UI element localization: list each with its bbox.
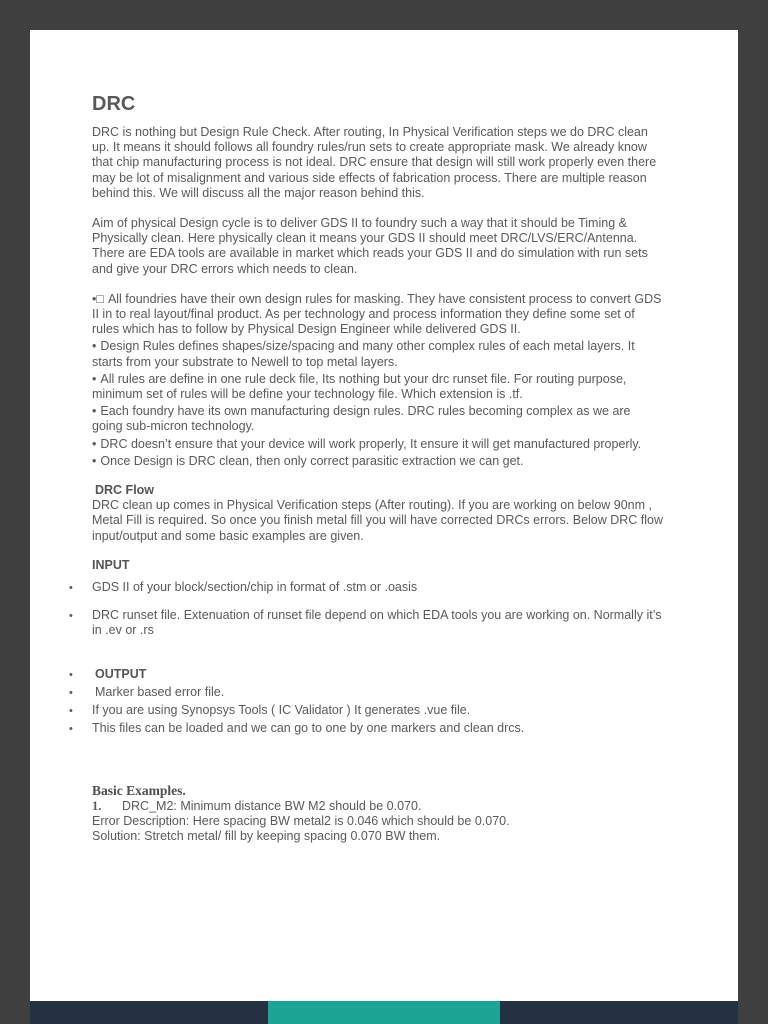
list-item-text: Marker based error file. xyxy=(95,684,225,699)
bullet-icon: • xyxy=(69,686,73,699)
list-item-text: Each foundry have its own manufacturing design rules. DRC rules becoming complex as we are going sub-micron technology. xyxy=(92,404,631,434)
input-heading: INPUT xyxy=(92,557,130,572)
bullet-icon: • xyxy=(92,339,97,354)
bullet-icon: • xyxy=(69,723,73,736)
document-content xyxy=(30,30,738,844)
example-error-line: Error Description: Here spacing BW metal2 is 0.046 which should be 0.070. xyxy=(92,813,510,828)
example-number: 1. xyxy=(92,798,102,813)
example-rule-line xyxy=(92,799,664,814)
drc-flow-body: DRC clean up comes in Physical Verification steps (After routing). If you are working on below 90nm , Metal Fill is required. So once you finish metal fill you will have corrected DRCs errors. Below DRC flow input/output and some basic examples are given. xyxy=(92,498,664,543)
input-section xyxy=(69,557,664,639)
bullet-icon: • xyxy=(69,582,73,595)
example-solution-line: Solution: Stretch metal/ fill by keeping spacing 0.070 BW them. xyxy=(92,829,441,844)
basic-examples-section xyxy=(92,783,664,845)
bullet-icon: •□ xyxy=(92,291,104,306)
doc-title: DRC xyxy=(92,93,136,115)
list-item-text: If you are using Synopsys Tools ( IC Validator ) It generates .vue file. xyxy=(92,703,471,718)
list-item xyxy=(69,580,664,595)
bullet-icon: • xyxy=(92,436,97,451)
list-item-text: This files can be loaded and we can go to one by one markers and clean drcs. xyxy=(92,721,525,736)
list-item xyxy=(92,339,664,369)
bullet-icon: • xyxy=(92,453,97,468)
output-section xyxy=(69,666,664,737)
intro-paragraph-2: Aim of physical Design cycle is to deliver GDS II to foundry such a way that it should be Timing & Physically clean. Here physically clean it means your GDS II should meet DRC/LVS/ERC/Antenna. There are EDA tools are available in market which reads your GDS II and do simulation with run sets and give your DRC errors which needs to clean. xyxy=(92,216,648,276)
list-item-text: Once Design is DRC clean, then only correct parasitic extraction we can get. xyxy=(100,453,524,468)
list-item-text: GDS II of your block/section/chip in format of .stm or .oasis xyxy=(92,580,418,595)
viewer-footer-bar xyxy=(30,1001,738,1024)
drc-flow-section xyxy=(92,483,664,544)
list-item-text: DRC runset file. Extenuation of runset file depend on which EDA tools you are working on. Normally it’s in .ev or .rs xyxy=(92,608,662,638)
list-item xyxy=(92,372,664,402)
list-item xyxy=(92,292,664,338)
footer-accent-block xyxy=(268,1001,500,1024)
document-page xyxy=(30,30,738,1024)
list-item xyxy=(69,684,664,700)
list-item-text: DRC doesn’t ensure that your device will work properly, It ensure it will get manufactured properly. xyxy=(100,436,642,451)
bullet-icon: • xyxy=(69,705,73,718)
list-item xyxy=(69,721,664,736)
list-item xyxy=(92,404,664,434)
bullet-icon: • xyxy=(92,371,97,386)
examples-heading: Basic Examples. xyxy=(92,782,186,798)
intro-paragraph-1: DRC is nothing but Design Rule Check. After routing, In Physical Verification steps we do DRC clean up. It means it should follows all foundry rules/run sets to create appropriate mask. We already know that chip manufacturing process is not ideal. DRC ensure that design will still work properly even there may be lot of misalignment and various side effects of fabrication process. There are multiple reason behind this. We will discuss all the major reason behind this. xyxy=(92,125,657,200)
bullet-icon: • xyxy=(69,610,73,623)
list-item xyxy=(69,703,664,718)
output-heading: OUTPUT xyxy=(95,666,147,681)
design-rules-bullet-list xyxy=(92,292,664,469)
list-item-text: All rules are define in one rule deck file, Its nothing but your drc runset file. For routing purpose, minimum set of rules will be define your technology file. Which extension is .tf. xyxy=(92,371,627,402)
list-item xyxy=(69,608,664,638)
list-item xyxy=(92,454,664,469)
bullet-icon: • xyxy=(69,668,73,681)
list-item-text: Design Rules defines shapes/size/spacing and many other complex rules of each metal layers. It starts from your substrate to Newell to top metal layers. xyxy=(92,339,635,369)
example-rule-text: DRC_M2: Minimum distance BW M2 should be 0.070. xyxy=(122,798,422,813)
output-heading-row xyxy=(69,666,664,682)
list-item-text: All foundries have their own design rules for masking. They have consistent process to convert GDS II in to real layout/final product. As per technology and process information they define some set of rules which has to follow by Physical Design Engineer while delivered GDS II. xyxy=(92,291,662,337)
list-item xyxy=(92,437,664,452)
drc-flow-heading: DRC Flow xyxy=(95,483,155,498)
bullet-icon: • xyxy=(92,404,97,419)
